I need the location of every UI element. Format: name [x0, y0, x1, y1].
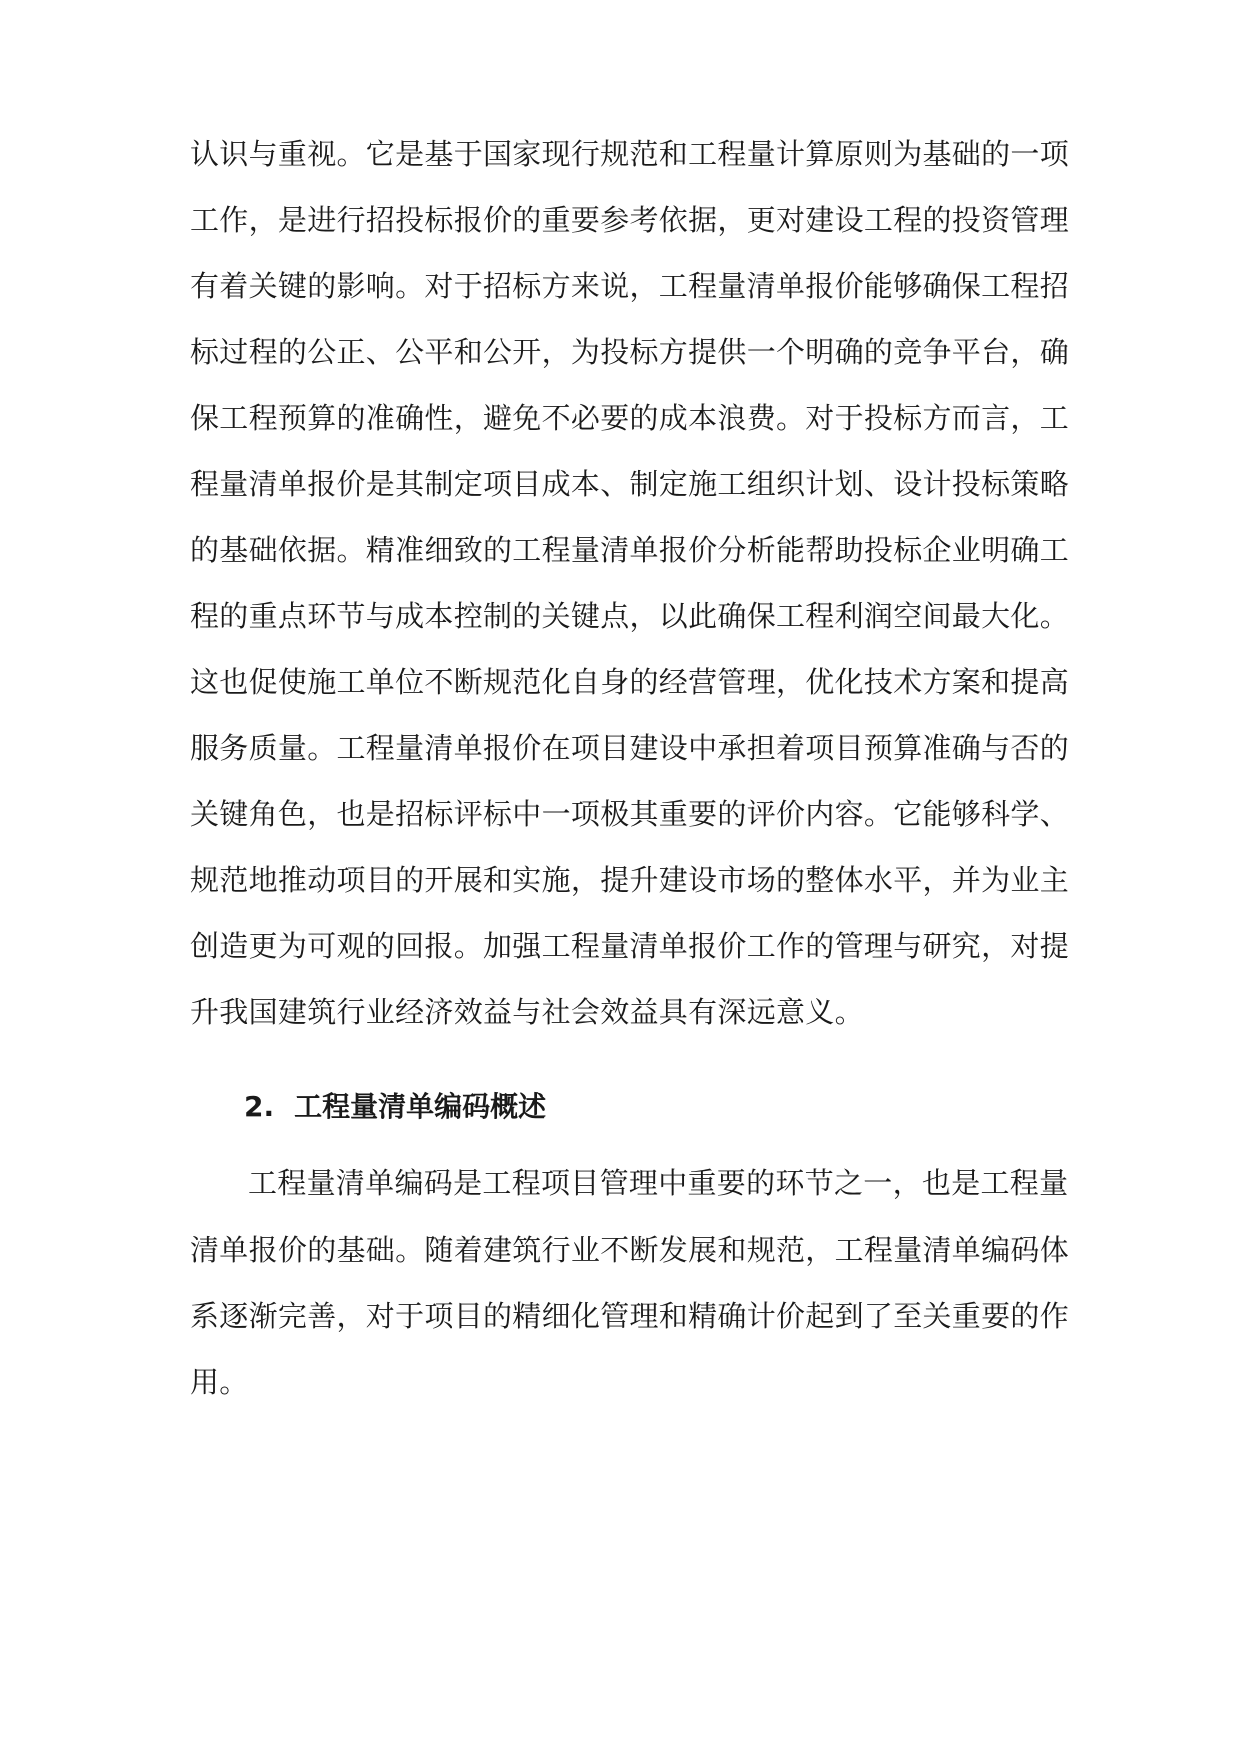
paragraph-line: 这也促使施工单位不断规范化自身的经营管理，优化技术方案和提高	[190, 665, 1070, 699]
paragraph-line: 清单报价的基础。随着建筑行业不断发展和规范，工程量清单编码体	[190, 1233, 1070, 1267]
paragraph-line: 保工程预算的准确性，避免不必要的成本浪费。对于投标方而言，工	[190, 401, 1070, 435]
section-number: 2.	[244, 1090, 275, 1123]
paragraph-line: 认识与重视。它是基于国家现行规范和工程量计算原则为基础的一项	[190, 137, 1070, 171]
paragraph-line: 程的重点环节与成本控制的关键点，以此确保工程利润空间最大化。	[190, 599, 1070, 633]
paragraph-line: 的基础依据。精准细致的工程量清单报价分析能帮助投标企业明确工	[190, 533, 1070, 567]
paragraph-line: 用。	[190, 1365, 249, 1399]
paragraph-line: 升我国建筑行业经济效益与社会效益具有深远意义。	[190, 995, 864, 1029]
paragraph-line: 关键角色，也是招标评标中一项极其重要的评价内容。它能够科学、	[190, 797, 1070, 831]
paragraph-line: 工程量清单编码是工程项目管理中重要的环节之一，也是工程量	[248, 1166, 1069, 1200]
section-title: 工程量清单编码概述	[294, 1090, 547, 1123]
paragraph-line: 有着关键的影响。对于招标方来说，工程量清单报价能够确保工程招	[190, 269, 1070, 303]
paragraph-line: 服务质量。工程量清单报价在项目建设中承担着项目预算准确与否的	[190, 731, 1070, 765]
paragraph-line: 工作，是进行招投标报价的重要参考依据，更对建设工程的投资管理	[190, 203, 1070, 237]
paragraph-line: 标过程的公正、公平和公开，为投标方提供一个明确的竞争平台，确	[190, 335, 1070, 369]
paragraph-line: 规范地推动项目的开展和实施，提升建设市场的整体水平，并为业主	[190, 863, 1070, 897]
paragraph-line: 程量清单报价是其制定项目成本、制定施工组织计划、设计投标策略	[190, 467, 1070, 501]
section-heading	[244, 1090, 546, 1124]
paragraph-line: 创造更为可观的回报。加强工程量清单报价工作的管理与研究，对提	[190, 929, 1070, 963]
paragraph-line: 系逐渐完善，对于项目的精细化管理和精确计价起到了至关重要的作	[190, 1299, 1070, 1333]
